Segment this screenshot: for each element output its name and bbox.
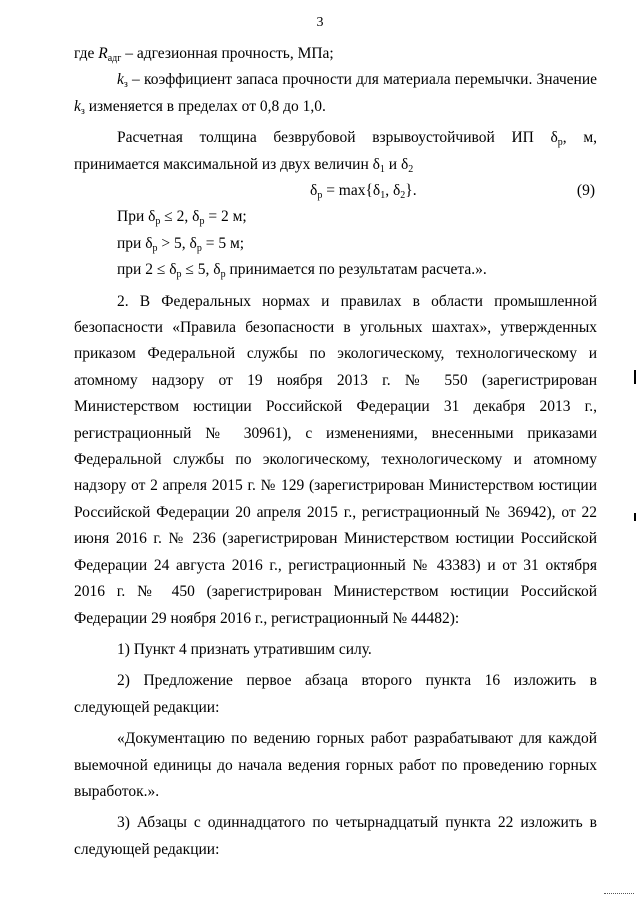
definition-k-text: – коэффициент запаса прочности для материала перемычки. Значение	[127, 71, 597, 89]
definition-k-range: изменяется в пределах от 0,8 до 1,0.	[84, 97, 326, 115]
document-body	[74, 41, 597, 863]
margin-scan-mark	[634, 370, 636, 384]
thickness-paragraph	[74, 125, 597, 178]
thickness-sub: р	[557, 137, 563, 149]
symbol-k: k	[117, 71, 124, 89]
thickness-sub-2: 2	[408, 163, 414, 175]
symbol-k-subscript: з	[123, 79, 128, 91]
quote-paragraph: «Документацию по ведению горных работ разрабатывают для каждой выемочной единицы до начала ведения горных работ по проведению горных выработок.».	[74, 730, 597, 800]
condition-1: При $\delta_р \le 2$, $\delta_р = 2$ м;	[117, 208, 247, 228]
symbol-k-2: k	[74, 97, 81, 115]
item-1: 1) Пункт 4 признать утратившим силу.	[117, 640, 372, 658]
definition-k-z	[74, 67, 597, 120]
thickness-text-3: и δ	[384, 155, 409, 173]
section-2-paragraph: 2. В Федеральных нормах и правилах в области промышленной безопасности «Правила безопасности в угольных шахтах», утвержденных приказом Федеральной службы по экологическому, технологическому и атомному надзору от 19 ноября 2013 г. № 550 (зарегистрирован Министерством юстиции Российской Федерации 31 декабря 2013 г., регистрационный № 30961), с изменениями, внесенными приказами Федеральной службы по экологическому, технологическому и атомному надзору от 2 апреля 2015 г. № 129 (зарегистрирован Министерством юстиции Российской Федерации 20 апреля 2015 г., регистрационный № 36942), от 22 июня 2016 г. № 236 (зарегистрирован Министерством юстиции Российской Федерации 24 августа 2016 г., регистрационный № 43383) и от 31 октября 2016 г. № 450 (зарегистрирован Министерством юстиции Российской Федерации 29 ноября 2016 г., регистрационный № 44482):	[74, 292, 597, 627]
item-3: 3) Абзацы с одиннадцатого по четырнадцатый пункта 22 изложить в следующей редакции:	[74, 814, 597, 858]
formula-expression: $\delta_р = \max\{\delta_1$, $\delta_2$}.	[310, 182, 417, 202]
definition-r-text: – адгезионная прочность, МПа;	[121, 45, 334, 62]
corner-scan-mark	[604, 893, 634, 897]
definition-r-adg: где $R_{адг}$ – адгезионная прочность, МПа;	[74, 45, 334, 64]
item-2: 2) Предложение первое абзаца второго пункта 16 изложить в следующей редакции:	[74, 672, 597, 716]
condition-2: при $\delta_р > 5$, $\delta_р = 5$ м;	[117, 234, 245, 254]
thickness-text: Расчетная толщина безврубовой взрывоустойчивой ИП δ	[117, 129, 558, 147]
page-number: 3	[316, 15, 324, 30]
margin-scan-mark-2	[634, 513, 636, 521]
formula-9	[74, 178, 597, 204]
symbol-r-subscript: адг	[107, 53, 122, 64]
condition-3: при $2 \le \delta_р \le 5$, $\delta_р$ принимается по результатам расчета.».	[117, 261, 487, 281]
formula-number: (9)	[576, 182, 595, 200]
thickness-text-2: , м, принимается максимальной из двух величин δ	[74, 129, 598, 173]
symbol-k-2-subscript: з	[80, 105, 85, 117]
symbol-r: R	[98, 45, 108, 62]
thickness-sub-1: 1	[379, 163, 385, 175]
